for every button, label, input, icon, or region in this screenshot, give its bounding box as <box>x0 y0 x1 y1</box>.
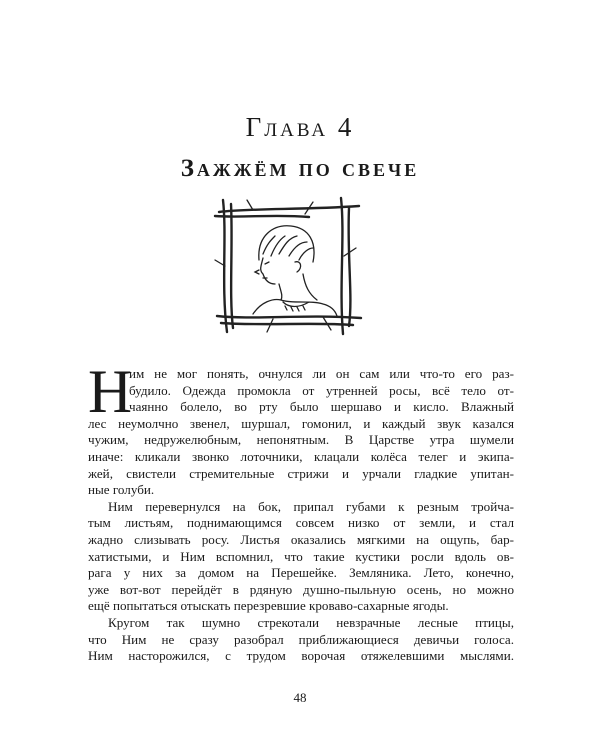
chapter-body-text <box>88 359 514 665</box>
text-line: уже вот-вот перейдёт в рдяную душно-пыльную осень, но можно <box>88 581 514 597</box>
text-line: хатистыми, и Ним вспомнил, что такие кустики росли вдоль ов- <box>88 548 514 564</box>
branch-frame-icon <box>213 196 363 336</box>
text-line: тым листьям, поднимающимся совсем низко от земли, и стал <box>88 515 514 531</box>
text-line: ные голуби. <box>88 482 155 498</box>
text-line: Кругом так шумно стрекотали невзрачные лесные птицы, <box>108 614 514 630</box>
page-number: 48 <box>293 690 307 705</box>
text-line: лес неумолчно звенел, шуршал, гомонил, и каждый звук казался <box>88 415 514 431</box>
text-line: что Ним не сразу разобрал приближающиеся девичьи голоса. <box>88 631 514 647</box>
text-line: им не мог понять, очнулся ли он сам или что-то его раз- <box>129 366 514 381</box>
text-line: Ним насторожился, с трудом ворочая отяжелевшими мыслями. <box>88 648 514 664</box>
text-line: Ним перевернулся на бок, припал губами к резным тройча- <box>108 498 514 514</box>
chapter-number: Глава 4 <box>245 112 355 142</box>
chapter-title: Зажжём по свече <box>180 155 420 182</box>
text-line: жадно слизывать росу. Листья оказались мягкими на ощупь, бар- <box>88 531 514 547</box>
text-line: чаянно болело, во рту было шершаво и кисло. Влажный <box>129 399 514 415</box>
drop-cap: Н <box>88 359 133 426</box>
text-line: будило. Одежда промокла от утренней росы, всё тело от- <box>129 382 514 398</box>
text-line: чужим, недружелюбным, непонятным. В Царстве утра шумели <box>88 432 514 448</box>
text-line: жей, свистели стремительные стрижи и урчали гладкие упитан- <box>88 465 514 481</box>
boy-portrait-illustration <box>213 196 363 336</box>
text-line: ещё попытаться отыскать перезревшие кроваво-сахарные ягоды. <box>88 598 449 614</box>
text-line: рага у них за домом на Перешейке. Земляника. Лето, конечно, <box>88 565 514 581</box>
text-line: иначе: кликали звонко лоточники, клацали колёса телег и экипа- <box>88 448 514 464</box>
